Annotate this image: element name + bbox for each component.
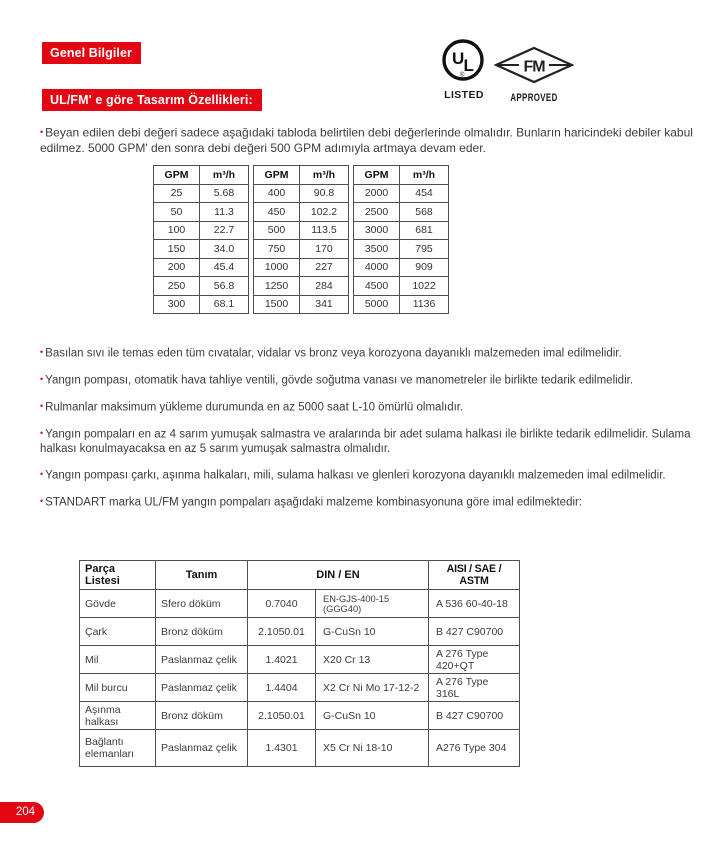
- flow-cell: 11.3: [200, 203, 249, 222]
- flow-row: [254, 277, 349, 296]
- materials-col-header-din: DIN / EN: [248, 561, 429, 590]
- page-number: 204: [15, 806, 35, 818]
- page-header-badge: [42, 42, 141, 64]
- flow-col-header-m3h: m³/h: [400, 166, 449, 185]
- flow-cell: 5.68: [200, 184, 249, 203]
- flow-cell: 909: [400, 258, 449, 277]
- flow-table-group: [353, 165, 449, 314]
- materials-cell: Bağlantı elemanları: [80, 730, 156, 767]
- table-row: [80, 674, 520, 702]
- materials-cell: 1.4404: [248, 674, 316, 702]
- certification-logos: [440, 38, 574, 104]
- materials-cell: Paslanmaz çelik: [156, 646, 248, 674]
- flow-col-header-gpm: GPM: [354, 166, 400, 185]
- flow-cell: 34.0: [200, 240, 249, 259]
- flow-cell: 50: [154, 203, 200, 222]
- flow-cell: 100: [154, 221, 200, 240]
- flow-cell: 1136: [400, 295, 449, 314]
- flow-cell: 68.1: [200, 295, 249, 314]
- flow-table-group: [153, 165, 249, 314]
- flow-cell: 750: [254, 240, 300, 259]
- flow-cell: 5000: [354, 295, 400, 314]
- table-row: [80, 646, 520, 674]
- flow-col-header-m3h: m³/h: [300, 166, 349, 185]
- flow-cell: 1500: [254, 295, 300, 314]
- bullet-item: [40, 399, 700, 415]
- flow-cell: 681: [400, 221, 449, 240]
- flow-cell: 250: [154, 277, 200, 296]
- bullet-text: Yangın pompası, otomatik hava tahliye ventili, gövde soğutma vanası ve manometreler ile birlikte tedarik edilmelidir.: [45, 374, 634, 387]
- materials-cell: A276 Type 304: [429, 730, 520, 767]
- bullet-marker: •: [40, 496, 44, 506]
- intro-paragraph: [40, 125, 696, 157]
- flow-cell: 450: [254, 203, 300, 222]
- page-number-badge: [0, 802, 44, 823]
- flow-table-group: [253, 165, 349, 314]
- flow-row: [254, 203, 349, 222]
- flow-cell: 795: [400, 240, 449, 259]
- flow-cell: 400: [254, 184, 300, 203]
- materials-cell: Sfero döküm: [156, 590, 248, 618]
- flow-rate-table: [153, 165, 449, 314]
- flow-cell: 4500: [354, 277, 400, 296]
- registered-mark: ®: [460, 72, 465, 79]
- flow-cell: 3500: [354, 240, 400, 259]
- flow-col-header-m3h: m³/h: [200, 166, 249, 185]
- bullet-item: [40, 467, 700, 483]
- flow-row: [254, 184, 349, 203]
- flow-cell: 25: [154, 184, 200, 203]
- bullet-text: STANDART marka UL/FM yangın pompaları aşağıdaki malzeme kombinasyonuna göre imal edilmektedir:: [45, 496, 583, 509]
- fm-approved-logo: [494, 46, 574, 104]
- materials-cell: 0.7040: [248, 590, 316, 618]
- flow-cell: 284: [300, 277, 349, 296]
- materials-cell: X5 Cr Ni 18-10: [316, 730, 429, 767]
- flow-cell: 1000: [254, 258, 300, 277]
- flow-cell: 150: [154, 240, 200, 259]
- flow-cell: 113.5: [300, 221, 349, 240]
- flow-cell: 1250: [254, 277, 300, 296]
- materials-cell: G-CuSn 10: [316, 702, 429, 730]
- bullet-text: Yangın pompası çarkı, aşınma halkaları, mili, sulama halkası ve glenleri korozyona dayanıklı malzemeden imal edilmelidir.: [45, 469, 666, 482]
- materials-cell: X20 Cr 13: [316, 646, 429, 674]
- flow-col-header-gpm: GPM: [154, 166, 200, 185]
- table-row: [80, 702, 520, 730]
- flow-cell: 22.7: [200, 221, 249, 240]
- flow-row: [354, 295, 449, 314]
- materials-cell: EN-GJS-400-15 (GGG40): [316, 590, 429, 618]
- materials-cell: Bronz döküm: [156, 618, 248, 646]
- materials-cell: Aşınma halkası: [80, 702, 156, 730]
- materials-cell: Bronz döküm: [156, 702, 248, 730]
- flow-cell: 1022: [400, 277, 449, 296]
- materials-cell: Mil: [80, 646, 156, 674]
- flow-row: [254, 240, 349, 259]
- flow-cell: 3000: [354, 221, 400, 240]
- flow-cell: 200: [154, 258, 200, 277]
- flow-cell: 56.8: [200, 277, 249, 296]
- materials-cell: A 536 60-40-18: [429, 590, 520, 618]
- ul-letter-u: U: [452, 49, 465, 68]
- section-title: UL/FM' e göre Tasarım Özellikleri:: [50, 93, 253, 107]
- materials-cell: Mil burcu: [80, 674, 156, 702]
- bullet-marker: •: [40, 428, 44, 438]
- ul-letter-l: L: [463, 56, 474, 75]
- ul-listed-caption: LISTED: [444, 89, 484, 101]
- bullet-text: Rulmanlar maksimum yükleme durumunda en az 5000 saat L-10 ömürlü olmalıdır.: [45, 401, 464, 414]
- bullet-item: [40, 345, 700, 361]
- bullet-marker: •: [40, 469, 44, 479]
- flow-row: [354, 258, 449, 277]
- flow-row: [154, 240, 249, 259]
- materials-header-row: [80, 561, 520, 590]
- flow-cell: 500: [254, 221, 300, 240]
- materials-col-header-desc: Tanım: [156, 561, 248, 590]
- materials-cell: A 276 Type 420+QT: [429, 646, 520, 674]
- fm-letters: FM: [523, 58, 545, 76]
- flow-header-row: [354, 166, 449, 185]
- flow-cell: 4000: [354, 258, 400, 277]
- materials-cell: G-CuSn 10: [316, 618, 429, 646]
- table-row: [80, 590, 520, 618]
- materials-cell: X2 Cr Ni Mo 17-12-2: [316, 674, 429, 702]
- materials-cell: B 427 C90700: [429, 702, 520, 730]
- flow-row: [354, 221, 449, 240]
- bullet-item: [40, 494, 700, 510]
- flow-col-header-gpm: GPM: [254, 166, 300, 185]
- materials-col-header-aisi: AISI / SAE / ASTM: [429, 561, 520, 590]
- flow-row: [354, 203, 449, 222]
- fm-approved-caption: APPROVED: [510, 92, 558, 104]
- materials-cell: Paslanmaz çelik: [156, 674, 248, 702]
- flow-row: [254, 258, 349, 277]
- materials-col-header-part: Parça Listesi: [80, 561, 156, 590]
- bullet-list: [40, 345, 700, 521]
- flow-row: [154, 295, 249, 314]
- materials-cell: 2.1050.01: [248, 702, 316, 730]
- bullet-item: [40, 372, 700, 388]
- flow-cell: 2500: [354, 203, 400, 222]
- materials-cell: Gövde: [80, 590, 156, 618]
- bullet-text: Yangın pompaları en az 4 sarım yumuşak salmastra ve aralarında bir adet sulama halkası ile birlikte tedarik edilmelidir. Sulama halkası konulmayacaksa en az 5 sarım yumuşak salmastra olmalıdır.: [40, 428, 691, 455]
- bullet-marker: •: [40, 401, 44, 411]
- flow-cell: 45.4: [200, 258, 249, 277]
- flow-cell: 2000: [354, 184, 400, 203]
- materials-table: [79, 560, 520, 767]
- materials-cell: Paslanmaz çelik: [156, 730, 248, 767]
- ul-listed-logo: [440, 38, 488, 101]
- flow-row: [354, 184, 449, 203]
- flow-row: [154, 258, 249, 277]
- materials-cell: B 427 C90700: [429, 618, 520, 646]
- flow-header-row: [254, 166, 349, 185]
- bullet-item: [40, 426, 700, 456]
- fm-diamond-icon: [494, 46, 574, 86]
- flow-row: [154, 184, 249, 203]
- section-title-badge: [42, 89, 262, 111]
- flow-cell: 170: [300, 240, 349, 259]
- flow-row: [254, 295, 349, 314]
- bullet-text: Basılan sıvı ile temas eden tüm cıvatalar, vidalar vs bronz veya korozyona dayanıklı malzemeden imal edilmelidir.: [45, 347, 622, 360]
- flow-cell: 454: [400, 184, 449, 203]
- materials-cell: 2.1050.01: [248, 618, 316, 646]
- materials-cell: A 276 Type 316L: [429, 674, 520, 702]
- table-row: [80, 730, 520, 767]
- page-header-title: Genel Bilgiler: [50, 46, 132, 60]
- ul-circle-icon: [440, 38, 488, 84]
- flow-cell: 227: [300, 258, 349, 277]
- flow-header-row: [154, 166, 249, 185]
- flow-cell: 568: [400, 203, 449, 222]
- bullet-marker: •: [40, 127, 44, 137]
- flow-row: [354, 277, 449, 296]
- materials-cell: Çark: [80, 618, 156, 646]
- bullet-marker: •: [40, 347, 44, 357]
- flow-cell: 102.2: [300, 203, 349, 222]
- bullet-marker: •: [40, 374, 44, 384]
- table-row: [80, 618, 520, 646]
- flow-row: [154, 277, 249, 296]
- materials-cell: 1.4301: [248, 730, 316, 767]
- flow-row: [354, 240, 449, 259]
- flow-row: [154, 221, 249, 240]
- flow-cell: 90.8: [300, 184, 349, 203]
- flow-row: [154, 203, 249, 222]
- intro-text: Beyan edilen debi değeri sadece aşağıdaki tabloda belirtilen debi değerlerinde olmalıdır. Bunların haricindeki debiler kabul edilmez. 5000 GPM' den sonra debi değeri 500 GPM adımıyla artmaya devam eder.: [40, 125, 693, 155]
- flow-cell: 300: [154, 295, 200, 314]
- flow-cell: 341: [300, 295, 349, 314]
- materials-cell: 1.4021: [248, 646, 316, 674]
- flow-row: [254, 221, 349, 240]
